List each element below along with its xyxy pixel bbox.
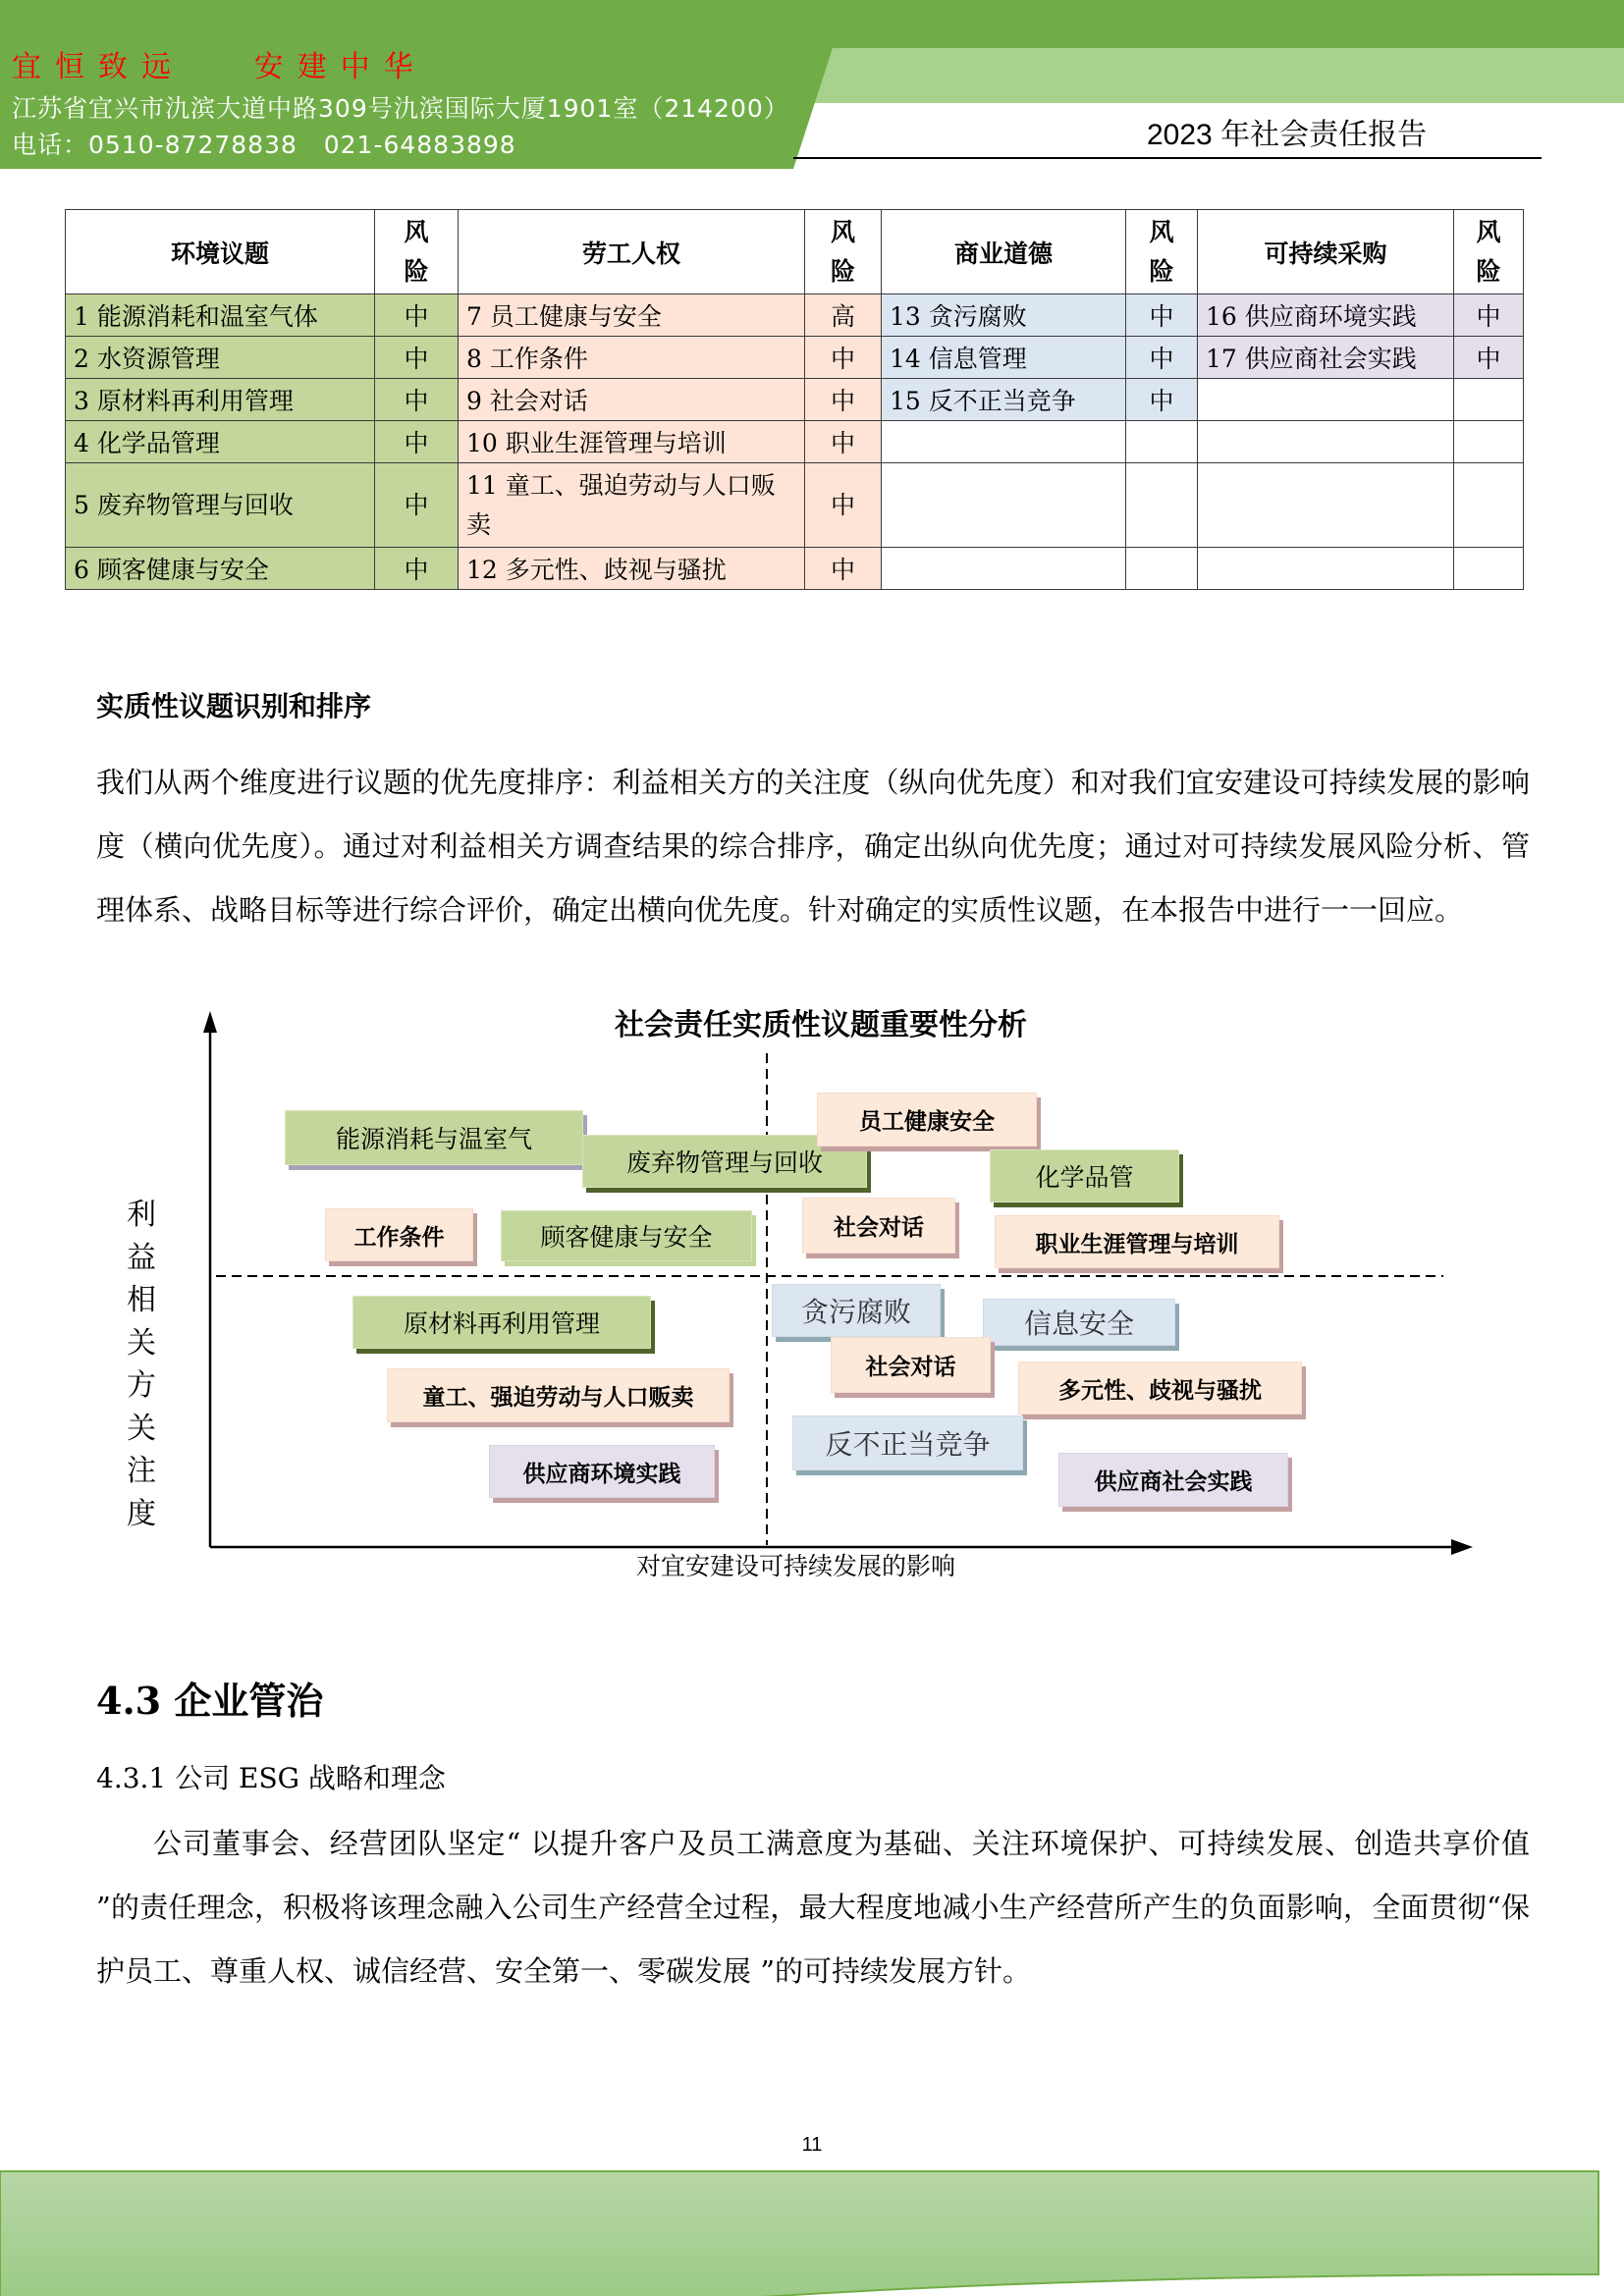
risk-level-cell [1126, 421, 1198, 463]
topic-cell: 6 顾客健康与安全 [66, 548, 375, 590]
matrix-item-environment: 化学品管 [990, 1149, 1179, 1202]
footer-wave [0, 2171, 1598, 2296]
topic-cell: 17 供应商社会实践 [1198, 337, 1454, 379]
matrix-item-environment: 原材料再利用管理 [352, 1296, 651, 1349]
materiality-paragraph: 我们从两个维度进行议题的优先度排序：利益相关方的关注度（纵向优先度）和对我们宜安建设可持续发展的影响度（横向优先度）。通过对利益相关方调查结果的综合排序，确定出纵向优先度；通过对可持续发展风险分析、管理体系、战略目标等进行综合评价，确定出横向优先度。针对确定的实质性议题，在本报告中进行一一回应。 [96, 766, 1530, 927]
matrix-item-environment: 能源消耗与温室气 [285, 1110, 583, 1165]
table-row [66, 421, 1524, 463]
y-axis-label-char: 利 [127, 1198, 156, 1232]
risk-level-cell [1454, 548, 1524, 590]
topic-cell [1198, 463, 1454, 548]
matrix-title: 社会责任实质性议题重要性分析 [615, 1008, 1027, 1042]
header-labor: 劳工人权 [459, 210, 805, 294]
footer-banner [0, 2164, 1624, 2296]
table-row [66, 463, 1524, 548]
topic-cell: 2 水资源管理 [66, 337, 375, 379]
y-axis-label-char: 益 [127, 1240, 156, 1275]
materiality-heading: 实质性议题识别和排序 [96, 690, 372, 722]
risk-level-cell: 中 [805, 379, 882, 421]
header-risk-text: 风险 [1149, 217, 1174, 286]
header-ethics: 商业道德 [882, 210, 1126, 294]
header-risk [1454, 210, 1524, 294]
page-number: 11 [801, 2134, 823, 2156]
risk-level-cell: 中 [1454, 294, 1524, 337]
x-axis-arrow-icon [1451, 1539, 1473, 1555]
topic-cell: 10 职业生涯管理与培训 [459, 421, 805, 463]
risk-level-cell: 中 [375, 463, 459, 548]
y-axis-label-char: 度 [127, 1496, 156, 1531]
table-row [66, 379, 1524, 421]
topic-cell: 7 员工健康与安全 [459, 294, 805, 337]
risk-level-cell: 中 [1126, 379, 1198, 421]
table-row [66, 294, 1524, 337]
company-slogan: 宜恒致远 安建中华 [12, 50, 427, 84]
topic-cell [1198, 421, 1454, 463]
topic-cell: 16 供应商环境实践 [1198, 294, 1454, 337]
matrix-item-labor: 多元性、歧视与骚扰 [1018, 1362, 1302, 1415]
y-axis-label-char: 方 [127, 1368, 156, 1403]
topic-cell: 5 废弃物管理与回收 [66, 463, 375, 548]
risk-level-cell [1454, 463, 1524, 548]
risk-table [65, 209, 1524, 590]
topic-cell: 1 能源消耗和温室气体 [66, 294, 375, 337]
y-axis-label-char: 相 [127, 1283, 156, 1317]
matrix-item-environment: 顾客健康与安全 [501, 1210, 752, 1261]
risk-level-cell [1454, 421, 1524, 463]
header-environment: 环境议题 [66, 210, 375, 294]
company-address: 江苏省宜兴市氿滨大道中路309号氿滨国际大厦1901室（214200） [12, 94, 789, 123]
matrix-item-labor: 童工、强迫劳动与人口贩卖 [387, 1368, 730, 1422]
topic-cell [1198, 379, 1454, 421]
topic-cell: 3 原材料再利用管理 [66, 379, 375, 421]
matrix-item-environment: 废弃物管理与回收 [582, 1135, 867, 1188]
table-header-row [66, 210, 1524, 294]
risk-level-cell: 中 [375, 548, 459, 590]
y-axis-arrow-icon [203, 1011, 217, 1033]
company-phone: 电话：0510-87278838 021-64883898 [12, 131, 516, 159]
governance-paragraph: 公司董事会、经营团队坚定“ 以提升客户及员工满意度为基础、关注环境保护、可持续发展、创造共享价值 ”的责任理念，积极将该理念融入公司生产经营全过程，最大程度地减小生产经营所产生的负面影响，全面贯彻“保护员工、尊重人权、诚信经营、安全第一、零碳发展 ”的可持续发展方针。 [96, 1827, 1530, 1988]
risk-level-cell: 中 [375, 337, 459, 379]
header-risk [1126, 210, 1198, 294]
y-axis-label-char: 关 [127, 1411, 156, 1446]
risk-level-cell: 中 [805, 337, 882, 379]
topic-cell [882, 463, 1126, 548]
topic-cell [882, 548, 1126, 590]
header-rule [793, 157, 1542, 159]
topic-cell [1198, 548, 1454, 590]
section-title: 4.3 企业管治 [96, 1679, 324, 1723]
topic-cell: 8 工作条件 [459, 337, 805, 379]
risk-level-cell: 中 [805, 548, 882, 590]
risk-level-cell: 中 [375, 379, 459, 421]
matrix-item-ethics: 反不正当竞争 [792, 1415, 1023, 1470]
header-risk-text: 风险 [831, 217, 856, 286]
risk-level-cell: 中 [375, 294, 459, 337]
table-row [66, 337, 1524, 379]
matrix-item-ethics: 信息安全 [983, 1299, 1175, 1346]
topic-cell: 9 社会对话 [459, 379, 805, 421]
topic-cell: 14 信息管理 [882, 337, 1126, 379]
risk-level-cell: 中 [805, 463, 882, 548]
matrix-item-labor: 社会对话 [831, 1337, 991, 1393]
header-risk-text: 风险 [404, 217, 429, 286]
risk-level-cell: 中 [1454, 337, 1524, 379]
matrix-item-ethics: 贪污腐败 [772, 1284, 941, 1337]
topic-cell: 13 贪污腐败 [882, 294, 1126, 337]
risk-level-cell: 高 [805, 294, 882, 337]
table-row [66, 548, 1524, 590]
matrix-item-labor: 员工健康安全 [817, 1093, 1037, 1147]
risk-level-cell [1454, 379, 1524, 421]
risk-level-cell: 中 [375, 421, 459, 463]
topic-cell: 15 反不正当竞争 [882, 379, 1126, 421]
y-axis-label-char: 关 [127, 1325, 156, 1361]
header-risk [805, 210, 882, 294]
risk-level-cell: 中 [805, 421, 882, 463]
risk-level-cell [1126, 463, 1198, 548]
y-axis-label-char: 注 [127, 1454, 156, 1488]
header-risk [375, 210, 459, 294]
risk-level-cell: 中 [1126, 294, 1198, 337]
risk-level-cell [1126, 548, 1198, 590]
topic-cell: 12 多元性、歧视与骚扰 [459, 548, 805, 590]
matrix-item-labor: 社会对话 [802, 1198, 955, 1254]
header-light-band [814, 48, 1624, 103]
matrix-item-labor: 职业生涯管理与培训 [995, 1215, 1279, 1268]
x-axis-label: 对宜安建设可持续发展的影响 [636, 1552, 956, 1580]
matrix-item-labor: 工作条件 [325, 1208, 473, 1261]
matrix-item-supply: 供应商社会实践 [1058, 1453, 1288, 1507]
topic-cell [882, 421, 1126, 463]
header-top-bar [0, 0, 1624, 48]
risk-level-cell: 中 [1126, 337, 1198, 379]
matrix-item-supply: 供应商环境实践 [489, 1445, 715, 1498]
header-supply: 可持续采购 [1198, 210, 1454, 294]
subsection-title: 4.3.1 公司 ESG 战略和理念 [96, 1762, 446, 1794]
header-risk-text: 风险 [1476, 217, 1501, 286]
report-title: 2023 年社会责任报告 [1147, 119, 1428, 151]
topic-cell: 4 化学品管理 [66, 421, 375, 463]
topic-cell: 11 童工、强迫劳动与人口贩卖 [459, 463, 805, 548]
